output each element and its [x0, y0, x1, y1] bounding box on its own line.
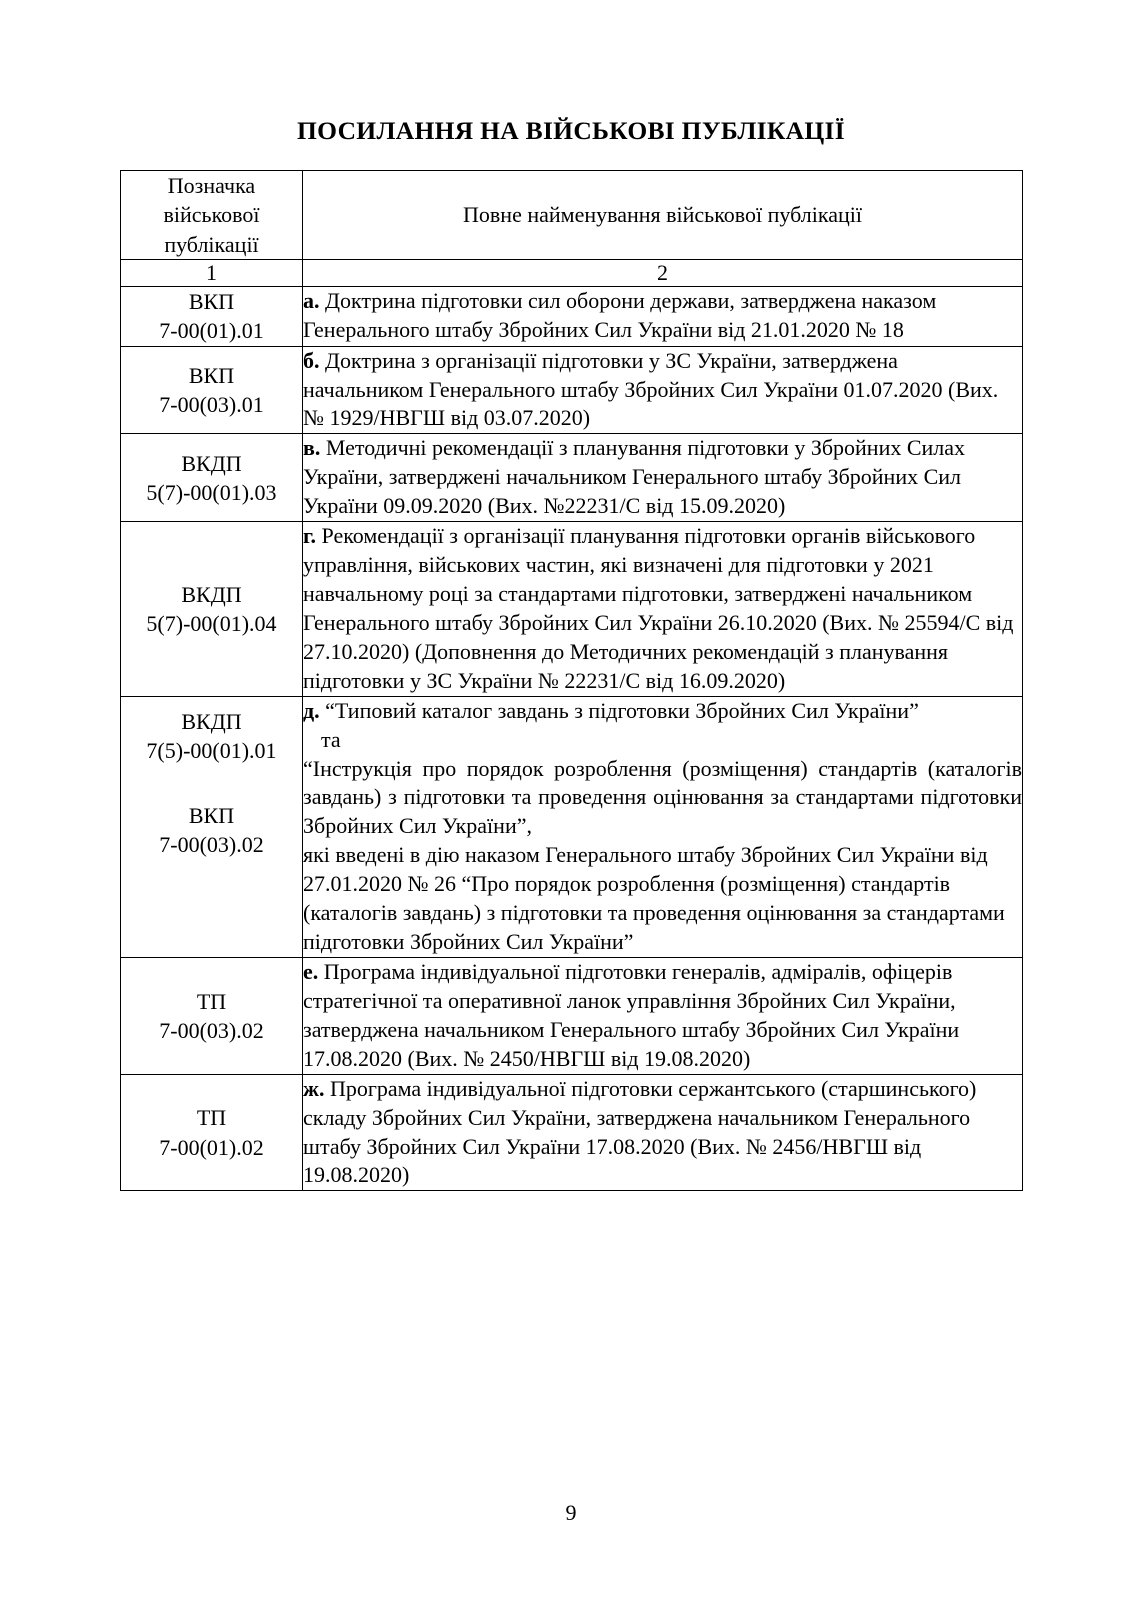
publication-text: Доктрина підготовки сил оборони держави, затверджена наказом Генерального штабу Збройних Сил України від 21.01.2020 № 18	[303, 288, 937, 343]
item-marker: д.	[303, 697, 320, 723]
page-title: ПОСИЛАННЯ НА ВІЙСЬКОВІ ПУБЛІКАЦІЇ	[297, 116, 845, 145]
publication-code-line-2: 7-00(03).02	[159, 1017, 264, 1043]
publication-text-part-3: “Інструкція про порядок розроблення (розміщення) стандартів (каталогів завдань) з підготовки та проведення оцінювання за стандартами підготовки Збройних Сил України”,	[303, 755, 1022, 839]
table-row	[121, 287, 1023, 347]
header-code-line-3: публікації	[164, 231, 259, 257]
publication-name-cell	[303, 958, 1023, 1075]
page-number: 9	[565, 1500, 577, 1525]
item-marker: ж.	[303, 1075, 325, 1101]
publication-code-line-1: ВКП	[188, 289, 235, 315]
publication-paragraph	[303, 958, 1022, 1074]
publication-code-line-2: 7-00(03).01	[159, 392, 264, 418]
publication-paragraph	[303, 347, 1022, 434]
table-row	[121, 434, 1023, 522]
publication-paragraph	[303, 697, 1022, 726]
publication-code-line-1: ВКДП	[181, 581, 242, 607]
publication-code-line-2: 5(7)-00(01).03	[146, 479, 277, 505]
publication-code-line-2: 7-00(01).02	[159, 1134, 264, 1160]
item-marker: б.	[303, 347, 320, 373]
code-spacer	[121, 765, 302, 801]
header-code-line-2: військової	[163, 202, 260, 228]
publication-code-cell	[121, 958, 303, 1075]
publication-code-cell	[121, 346, 303, 434]
publication-paragraph	[303, 434, 1022, 521]
publication-paragraph	[303, 1075, 1022, 1191]
item-marker: в.	[303, 435, 321, 461]
publication-paragraph	[303, 287, 1022, 345]
table-row	[121, 346, 1023, 434]
publication-paragraph	[303, 522, 1022, 696]
publication-text: Програма індивідуальної підготовки сержантського (старшинського) складу Збройних Сил України, затверджена начальником Генерального штабу Збройних Сил України 17.08.2020 (Вих. № 2456/НВГШ від 19.08.2020)	[303, 1075, 977, 1188]
publication-name-cell	[303, 1074, 1023, 1191]
header-cell-name: Повне найменування військової публікації	[303, 171, 1023, 260]
publication-paragraph	[303, 755, 1022, 842]
publication-text-part-4: які введені в дію наказом Генерального штабу Збройних Сил України від 27.01.2020 № 26 “Про порядок розроблення (розміщення) стандартів (каталогів завдань) з підготовки та проведення оцінювання за стандартами підготовки Збройних Сил України”	[303, 842, 1005, 955]
table-row	[121, 1074, 1023, 1191]
publication-code-line-2: 5(7)-00(01).04	[146, 610, 277, 636]
publication-paragraph	[303, 841, 1022, 957]
publication-code-line-2: 7-00(01).01	[159, 318, 264, 344]
publication-code-line-1: ВКП	[188, 362, 235, 388]
military-publications-table	[120, 170, 1023, 1191]
table-row	[121, 522, 1023, 697]
publication-text-part-1: “Типовий каталог завдань з підготовки Збройних Сил України”	[325, 697, 919, 723]
publication-code-cell	[121, 522, 303, 697]
item-marker: г.	[303, 523, 317, 549]
column-number-row	[121, 259, 1023, 286]
publication-name-cell	[303, 287, 1023, 347]
item-marker: а.	[303, 288, 320, 314]
table-row	[121, 958, 1023, 1075]
header-cell-code	[121, 171, 303, 260]
publication-text-part-2: та	[321, 726, 341, 752]
table-row	[121, 696, 1023, 957]
publication-code-line-1: ТП	[196, 1105, 227, 1131]
publication-code-cell	[121, 287, 303, 347]
publication-code-cell	[121, 434, 303, 522]
publication-name-cell	[303, 346, 1023, 434]
publication-text: Доктрина з організації підготовки у ЗС України, затверджена начальником Генерального штабу Збройних Сил України 01.07.2020 (Вих. № 1929/НВГШ від 03.07.2020)	[303, 347, 999, 431]
publication-code-cell	[121, 696, 303, 957]
publication-text: Методичні рекомендації з планування підготовки у Збройних Силах України, затверджені начальником Генерального штабу Збройних Сил України 09.09.2020 (Вих. №22231/С від 15.09.2020)	[303, 435, 966, 519]
publication-code-cell	[121, 1074, 303, 1191]
publication-paragraph	[303, 726, 1022, 755]
header-code-line-1: Позначка	[167, 173, 256, 198]
table-header-row	[121, 171, 1023, 260]
column-number-2: 2	[303, 259, 1023, 286]
publication-text: Програма індивідуальної підготовки генералів, адміралів, офіцерів стратегічної та оперативної ланок управління Збройних Сил України, затверджена начальником Генерального штабу Збройних Сил України 17.08.2020 (Вих. № 2450/НВГШ від 19.08.2020)	[303, 959, 960, 1071]
publication-name-cell	[303, 696, 1023, 957]
publication-code-line-4: 7-00(03).02	[159, 832, 264, 858]
publication-code-line-2: 7(5)-00(01).01	[146, 737, 277, 763]
publication-code-line-3: ВКП	[188, 803, 235, 829]
item-marker: е.	[303, 959, 319, 984]
publication-code-line-1: ВКДП	[181, 708, 242, 734]
publication-code-line-1: ТП	[196, 988, 227, 1014]
publication-code-line-1: ВКДП	[181, 450, 242, 476]
publication-text: Рекомендації з організації планування підготовки органів військового управління, військових частин, які визначені для підготовки у 2021 навчальному році за стандартами підготовки, затверджені начальником Генерального штабу Збройних Сил України 26.10.2020 (Вих. № 25594/С від 27.10.2020) (Доповнення до Методичних рекомендацій з планування підготовки у ЗС України № 22231/С від 16.09.2020)	[303, 523, 1014, 693]
column-number-1: 1	[121, 259, 303, 286]
publication-name-cell	[303, 434, 1023, 522]
publication-name-cell	[303, 522, 1023, 697]
